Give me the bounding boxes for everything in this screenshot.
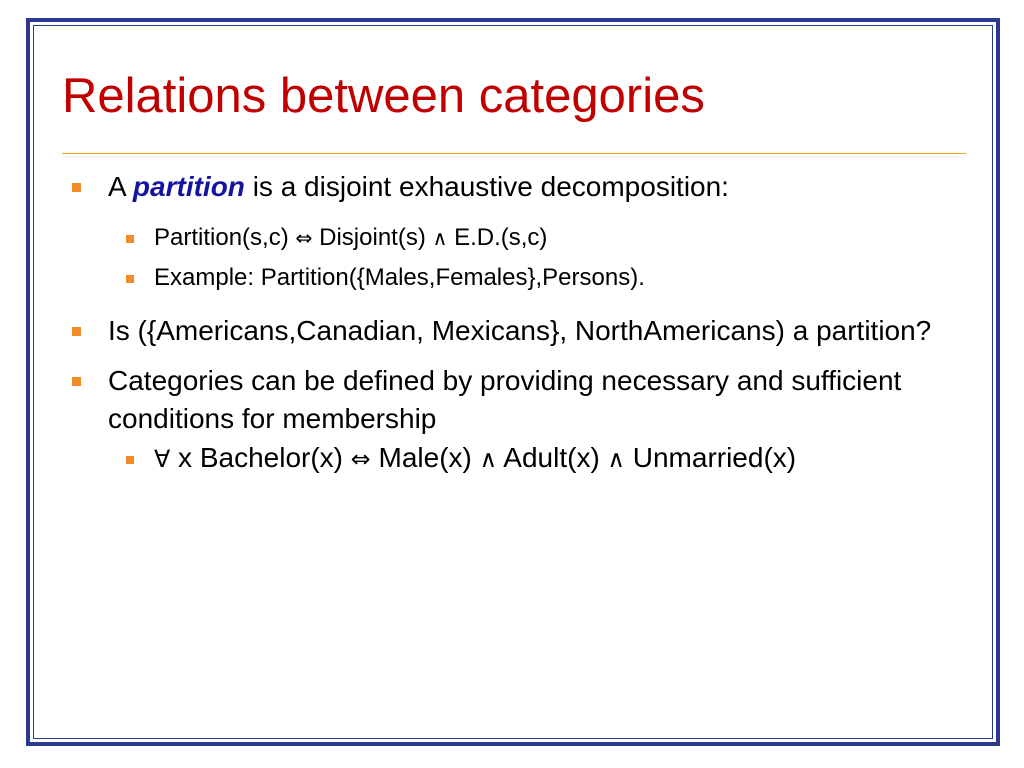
sub-bullet-bachelor-formula	[70, 438, 970, 479]
and-symbol: ∧	[432, 226, 448, 250]
and-symbol: ∧	[607, 445, 625, 473]
sub-bullet-example	[70, 258, 970, 298]
slide-title: Relations between categories	[62, 69, 705, 123]
formula-text: Unmarried(x)	[624, 442, 797, 473]
bullet-north-americans-question	[70, 312, 970, 350]
bullet-text: Categories can be defined by providing necessary and sufficient conditions for membership	[108, 365, 902, 434]
bullet-text-prefix: A	[108, 171, 133, 202]
iff-symbol: ⇔	[295, 226, 313, 250]
sub-bullet-square-icon	[126, 456, 134, 464]
bullet-text: Is ({Americans,Canadian, Mexicans}, NorthAmericans) a partition?	[108, 315, 932, 346]
title-divider	[62, 153, 966, 154]
bullet-partition-definition	[70, 168, 970, 206]
formula-text: Partition(s,c)	[154, 224, 296, 251]
sub-bullet-list	[70, 218, 970, 298]
slide-content	[70, 168, 970, 493]
bullet-necessary-sufficient	[70, 362, 970, 438]
sub-bullet-square-icon	[126, 235, 134, 243]
emphasized-term: partition	[132, 171, 245, 202]
sub-bullet-list	[70, 438, 970, 479]
bullet-square-icon	[72, 183, 81, 192]
example-text: Example: Partition({Males,Females},Persons).	[154, 264, 645, 291]
and-symbol: ∧	[479, 445, 498, 473]
sub-bullet-partition-formula	[70, 218, 970, 258]
formula-text: Male(x)	[370, 442, 480, 473]
formula-text: Disjoint(s)	[312, 224, 433, 251]
sub-bullet-square-icon	[126, 275, 134, 283]
bullet-square-icon	[72, 377, 81, 386]
forall-symbol: ∀	[154, 445, 171, 473]
bullet-text-suffix: is a disjoint exhaustive decomposition:	[244, 171, 729, 202]
formula-text: x Bachelor(x)	[170, 442, 351, 473]
bullet-square-icon	[72, 327, 81, 336]
formula-text: Adult(x)	[497, 442, 608, 473]
formula-text: E.D.(s,c)	[447, 224, 548, 251]
iff-symbol: ⇔	[350, 445, 371, 473]
